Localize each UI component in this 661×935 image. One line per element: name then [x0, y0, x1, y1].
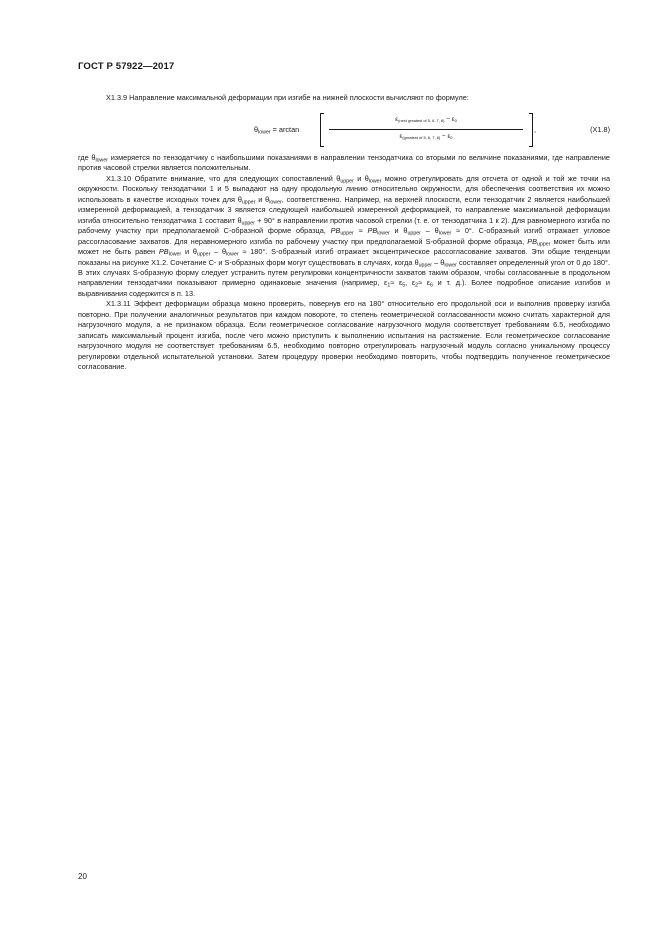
page-number: 20 — [78, 872, 87, 881]
section-x139 — [78, 93, 610, 103]
formula-comma: , — [534, 125, 537, 134]
section-body — [78, 153, 610, 373]
formula-denominator: $\varepsilon_{(greatest of 5, 6, 7, 8)} - \varepsilon_0$ — [399, 133, 453, 140]
equation-number: (X1.8) — [590, 125, 610, 134]
formula-lhs: $\theta_{lower} = \arctan$ — [254, 125, 300, 136]
formula-x18 — [78, 113, 610, 149]
paragraph-x139: X1.3.9 Направление максимальной деформации при изгибе на нижней плоскости вычисляют по формуле: — [106, 93, 469, 102]
fraction-bar — [329, 129, 523, 130]
paragraph-where: где $\theta_{lower}$ измеряется по тензодатчику с наибольшими показаниями в направлении тензодатчика со вторыми по величине показаниями, где направление против часовой стрелки является положительным. — [78, 153, 610, 173]
standard-header: ГОСТ Р 57922—2017 — [78, 61, 175, 72]
paragraph-x1311: X1.3.11 Эффект деформации образца можно проверить, повернув его на 180° относительно его продольной оси и выполнив проверку изгиба повторно. При получении аналогичных результатов при каждом повороте, то степень геометрической согласованности можно считать характерной для нагрузочного модуля, а не признаком образца. Если геометрическое согласование нагрузочного модуля соответствует требованиям 6.5, необходимо записать максимальный процент изгиба, после чего можно приступить к выполнению испытания на растяжение. Если геометрическое согласование нагрузочного модуля не соответствует требованиям 6.5, необходимо повторно отрегулировать нагрузочный модуль согласно уникальному процессу регулировки отдельной испытательной установки. Затем процедуру проверки необходимо повторить, чтобы подтвердить полученное геометрическое согласование. — [78, 299, 610, 372]
formula-bracket — [320, 113, 533, 147]
formula-numerator: $\varepsilon_{(next greatest of 5, 6, 7, 8)} - \varepsilon_0$ — [395, 116, 457, 123]
paragraph-x1310: X1.3.10 Обратите внимание, что для следующих сопоставлений $\theta_{upper}$ и $\theta_{lower}$ можно отрегулировать для отсчета от одной и той же точки на окружности. Поскольку тензодатчики 1 и 5 выпадают на одну продольную линию относительно окружности, для обеспечения соответствия их можно использовать в качестве исходных точек для $\theta_{upper}$ и $\theta_{lower}$, соответственно. Например, на верхней плоскости, если тензодатчик 2 является наибольшей измеренной деформацией, а тензодатчик 3 является следующей наибольшей измеренной деформацией, то направление максимальной деформации изгиба относительно тензодатчика 1 составит $\theta_{upper} + 90^\circ$ в направлении против часовой стрелки (т. е. от тензодатчика 1 к 2). Для равномерного изгиба по рабочему участку при предполагаемой C-образной форме образца, $PB_{upper} \approx PB_{lower}$ и $\theta_{upper} - \theta_{lower} \approx 0^\circ$. C-образный изгиб отражает угловое рассогласование захватов. Для неравномерного изгиба по рабочему участку при предполагаемой S-образной форме образца, $PB_{upper}$ может быть или может не быть равен $PB_{lower}$ и $\theta_{upper} - \theta_{lower} \approx 180^\circ$. S-образный изгиб отражает эксцентрическое рассогласование захватов. Эти общие тенденции показаны на рисунке X1.2. Сочетание C- и S-образных форм могут существовать в случаях, когда $\theta_{upper} - \theta_{lower}$ составляет определенный угол от 0 до 180°. В этих случаях S-образную форму следует устранить путем регулировки концентричности захватов таким образом, чтобы согласованные в продольном направлении тензодатчики показывают примерно одинаковые значения (например, $\varepsilon_1\approx \varepsilon_5$, $\varepsilon_2\approx \varepsilon_6$ и т. д.). Более подробное описание изгибов и выравнивания содержится в п. 13. — [78, 173, 611, 298]
